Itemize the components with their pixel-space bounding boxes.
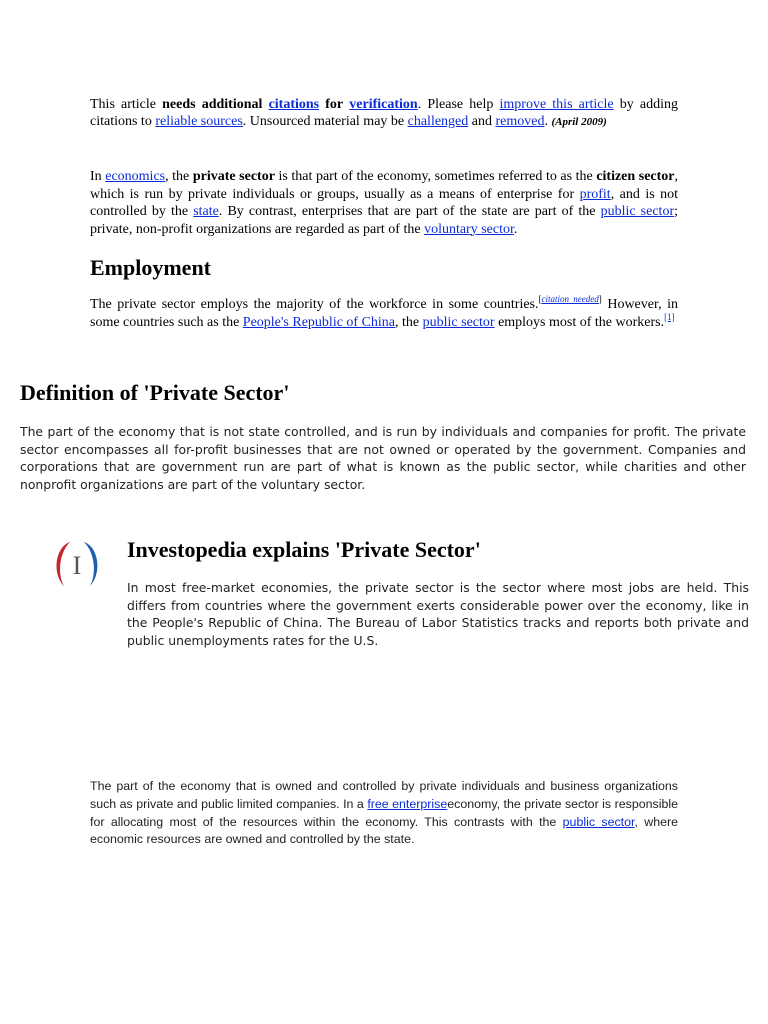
employment-heading: Employment [90, 255, 211, 280]
reliable-sources-link[interactable]: reliable sources [155, 114, 243, 129]
notice-text: . [544, 114, 552, 129]
term-private-sector: private sector [192, 169, 275, 184]
intro-text: , the [165, 169, 193, 184]
public-sector-link[interactable]: public sector [562, 814, 635, 829]
public-sector-link[interactable]: public sector [422, 314, 495, 330]
employment-text: employs most of the workers. [494, 314, 665, 330]
employment-text: , the [395, 314, 423, 330]
cite-bracket: ] [598, 294, 602, 304]
improve-article-link[interactable]: improve this article [499, 97, 614, 112]
prc-link[interactable]: People's Republic of China [242, 314, 396, 330]
intro-text: is that part of the economy, sometimes referred to as the [274, 169, 597, 184]
notice-text: . Please help [417, 97, 500, 112]
bottom-text: , where economic resources are owned and controlled by the state. [90, 814, 678, 847]
notice-text: by adding citations to [90, 97, 679, 129]
definition-paragraph: The part of the economy that is not state controlled, and is run by individuals and companies for profit. The private sector encompasses all for-profit businesses that are not owned or operated by the government. Companies and corporations that are government run are part of what is known as the public sector, while charities and other nonprofit organizations are part of the voluntary sector. [20, 424, 746, 492]
notice-text: . Unsourced material may be [242, 114, 408, 129]
employment-text: The private sector employs the majority of the workforce in some countries. [90, 297, 539, 312]
economics-link[interactable]: economics [105, 169, 166, 184]
removed-link[interactable]: removed [495, 114, 545, 129]
bottom-paragraph [90, 778, 678, 849]
verification-link[interactable]: verification [349, 97, 418, 112]
profit-link[interactable]: profit [579, 186, 611, 202]
intro-text: ; private, non-profit organizations are regarded as part of the [90, 204, 678, 237]
cite-bracket: [ [538, 294, 542, 304]
reference-1-link[interactable]: [1] [664, 311, 675, 322]
notice-text: and [468, 114, 496, 129]
intro-text: , and is not controlled by the [90, 186, 678, 219]
notice-bold-for: for [325, 97, 344, 112]
employment-text: However, in some countries such as the [90, 297, 679, 330]
notice-bold-needs: needs additional [162, 97, 263, 112]
intro-text: . By contrast, enterprises that are part of the state are part of the [218, 204, 601, 219]
voluntary-sector-link[interactable]: voluntary sector [424, 221, 514, 237]
investopedia-logo-icon [52, 538, 102, 592]
free-enterprise-link[interactable]: free enterprise [367, 796, 448, 811]
citation-needed-link[interactable] [542, 294, 599, 304]
intro-text: , which is run by private individuals or groups, usually as a means of enterprise for [90, 169, 678, 202]
investopedia-paragraph: In most free-market economies, the private sector is the sector where most jobs are held. This differs from countries where the government exerts considerable power over the economy, like in the People's Republic of China. The Bureau of Labor Statistics tracks and reports both private and public unemployments rates for the U.S. [127, 580, 749, 648]
citation-needed-marker [539, 294, 602, 304]
intro-text: In [90, 169, 106, 184]
definition-heading: Definition of 'Private Sector' [20, 380, 290, 405]
citation-needed-text: citation needed [541, 294, 599, 304]
citation-notice [90, 96, 678, 131]
intro-paragraph [90, 168, 678, 238]
bottom-text: economy, the private sector is responsible for allocating most of the resources within the economy. This contrasts with the [90, 796, 678, 829]
employment-paragraph [90, 296, 678, 331]
challenged-link[interactable]: challenged [407, 114, 469, 129]
intro-text: . [513, 221, 518, 237]
public-sector-link[interactable]: public sector [600, 204, 675, 219]
notice-date: (April 2009) [551, 116, 607, 128]
bottom-text: The part of the economy that is owned and controlled by private individuals and business organizations such as private and public limited companies. In a [90, 779, 678, 811]
citations-link[interactable]: citations [268, 97, 320, 112]
term-citizen-sector: citizen sector [596, 169, 675, 184]
logo-letter: I [72, 551, 82, 580]
notice-text: This article [90, 97, 163, 112]
investopedia-heading: Investopedia explains 'Private Sector' [127, 537, 481, 562]
state-link[interactable]: state [193, 204, 219, 219]
